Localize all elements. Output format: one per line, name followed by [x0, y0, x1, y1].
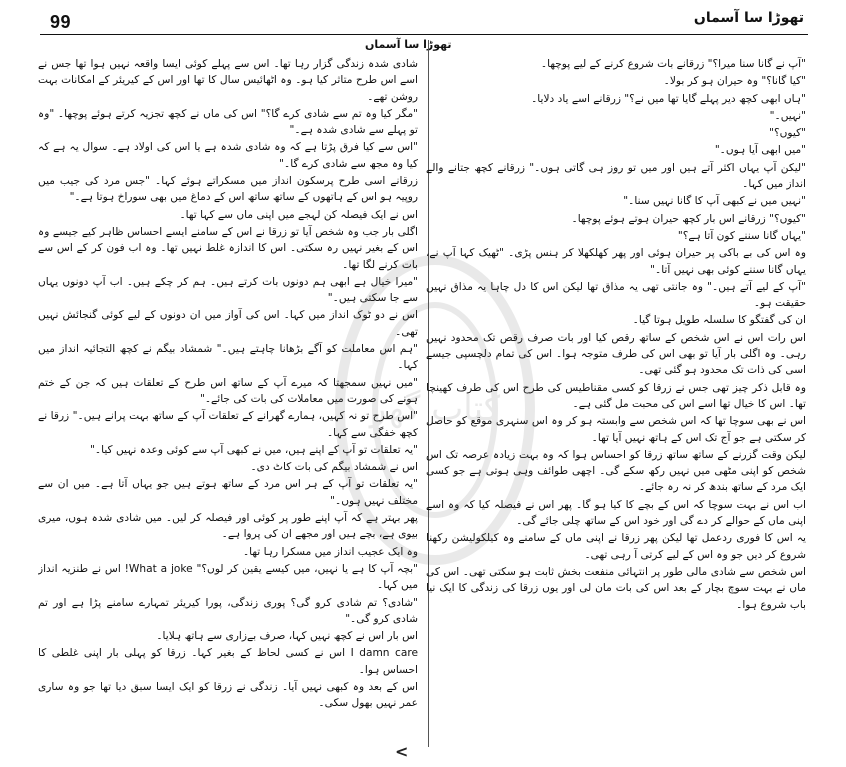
- paragraph: "شادی؟ تم شادی کرو گی؟ پوری زندگی، پورا کیریئر تمہارے سامنے پڑا ہے اور تم شادی کرو گی۔": [38, 596, 418, 625]
- paragraph: "نہیں میں نے کبھی آپ کا گانا نہیں سنا۔": [623, 195, 806, 208]
- paragraph: یہ اس کا فوری ردعمل تھا لیکن پھر زرقا نے اپنی ماں کے سامنے وہ کیلکولیشن رکھنا شروع کر دیں جو وہ اس کے لیے کرتی آ رہی تھی۔: [426, 532, 806, 561]
- paragraph: "لیکن آپ یہاں اکثر آتے ہیں اور میں تو روز ہی گاتی ہوں۔" زرقانے کچھ جتانے والے انداز میں کہا۔: [426, 161, 806, 191]
- paragraph: اگلی بار جب وہ شخص آیا تو زرقا نے اس کے سامنے ایسے احساس ظاہر کیے جیسے وہ اس کے بغیر نہیں رہ سکتی۔ اس کا اندازہ غلط نہیں تھا۔ وہ اب فون کر کے اس سے بات کرنے لگا تھا۔: [38, 225, 418, 271]
- inner-title: تھوڑا سا آسماں: [365, 38, 452, 51]
- paragraph: وہ اس کی بے باکی پر حیران ہوئی اور پھر کھلکھلا کر ہنس پڑی۔ "ٹھیک کہا آپ نے، یہاں گانا سننے کوئی بھی نہیں آتا۔": [426, 247, 806, 276]
- paragraph: "کیا گانا؟" وہ حیران ہو کر بولا۔: [663, 75, 806, 88]
- paragraph: اس بار اس نے کچھ نہیں کہا، صرف بےزاری سے ہاتھ ہلایا۔: [156, 630, 418, 643]
- paragraph: "کیوں؟": [769, 127, 806, 140]
- paragraph: "بچہ آپ کا ہے یا نہیں، میں کیسے یقین کر لوں؟" What a joke! اس نے طنزیہ انداز میں کہا۔: [38, 562, 418, 592]
- paragraph: "آپ نے گانا سنا میرا؟" زرقانے بات شروع کرنے کے لیے پوچھا۔: [540, 58, 806, 70]
- right-text-column: [426, 56, 806, 746]
- bottom-mark: <: [395, 742, 409, 761]
- paragraph: زرقانے اسی طرح پرسکون انداز میں مسکراتے ہوئے کہا۔ "جس مرد کی جیب میں روپیہ ہو اس کے ہاتھوں کے ساتھ ساتھ اس کے دماغ میں بھی سوراخ ہوتا ہے۔": [38, 175, 418, 204]
- paragraph: "ہم اس معاملت کو آگے بڑھانا چاہتے ہیں۔" شمشاد بیگم نے کچھ التجائیہ انداز میں کہا۔: [38, 343, 418, 372]
- paragraph: "یہاں گانا سننے کون آتا ہے؟": [677, 229, 806, 242]
- paragraph: "مگر کیا وہ تم سے شادی کرے گا؟" اس کی ماں نے کچھ تجزیہ کرتے ہوئے پوچھا۔ "وہ تو پہلے سے شادی شدہ ہے۔": [38, 107, 418, 137]
- paragraph: اس کے بعد وہ کبھی نہیں آیا۔ زندگی نے زرقا کو ایک ایسا سبق دیا تھا جو وہ ساری عمر نہیں بھول سکی۔: [38, 680, 418, 710]
- paragraph: I damn care اس نے کسی لحاظ کے بغیر کہا۔ زرقا کو پہلی بار اپنی غلطی کا احساس ہوا۔: [38, 647, 418, 676]
- paragraph: وہ قابل ذکر چیز تھی جس نے زرقا کو کسی مقناطیس کی طرح اس کی طرف کھینچا تھا۔ اس کا خیال تھا اسے اس کی محبت مل گئی ہے۔: [426, 381, 806, 410]
- paragraph: "یہ تعلقات تو آپ کے اپنے ہیں، میں نے کبھی آپ سے کوئی وعدہ نہیں کیا۔": [90, 443, 418, 456]
- paragraph: "ہاں ابھی کچھ دیر پہلے گایا تھا میں نے؟" زرقانے اسے یاد دلایا۔: [531, 92, 806, 105]
- paragraph: "نہیں۔": [769, 109, 806, 122]
- paragraph: پھر بہتر ہے کہ آپ اپنے طور پر کوئی اور فیصلہ کر لیں۔ میں شادی شدہ ہوں، میری بیوی ہے، بچے ہیں اور مجھے ان کی پروا ہے۔: [38, 512, 418, 541]
- paragraph: لیکن وقت گزرنے کے ساتھ ساتھ زرقا کو احساس ہوا کہ وہ بہت زیادہ عرصہ تک اس شخص کو اپنی مٹھی میں نہیں رکھ سکے گی۔ اچھی طوائف وہی ہوتی ہے جو کسی ایک مرد کے ساتھ بندھ کر نہ رہ جائے۔: [426, 448, 806, 494]
- paragraph: "آپ کے لیے آتے ہیں۔" وہ جانتی تھی یہ مذاق تھا لیکن اس کا دل چاہا یہ مذاق نہیں حقیقت ہو۔: [426, 280, 806, 310]
- paragraph: "میرا خیال ہے ابھی ہم دونوں بات کرتے ہیں۔ ہم کر چکے ہیں۔ اب آپ دونوں یہاں سے جا سکتی ہیں۔": [38, 275, 418, 305]
- paragraph: اس نے بھی سوچا تھا کہ اس شخص سے وابستہ ہو کر وہ اس سنہری موقع کو حاصل کر سکتی ہے جو آج تک اس کے ہاتھ نہیں آیا تھا۔: [426, 415, 806, 444]
- header-rule: [40, 34, 808, 35]
- paragraph: وہ ایک عجیب انداز میں مسکرا رہا تھا۔: [242, 545, 418, 558]
- watermark-text: کتاب گھر: [369, 389, 501, 429]
- paragraph: "یہ تعلقات تو آپ کے ہر اس مرد کے ساتھ ہوتے ہیں جو یہاں آتا ہے۔ میں ان سے مختلف نہیں ہوں۔": [38, 478, 418, 507]
- paragraph: اس نے ایک فیصلہ کن لہجے میں اپنی ماں سے کہا تھا۔: [179, 208, 418, 221]
- paragraph: شادی شدہ زندگی گزار رہا تھا۔ اس سے پہلے کوئی ایسا واقعہ نہیں ہوا تھا جس نے اسے اس طرح متاثر کیا ہو۔ وہ اٹھائیس سال کا تھا اور اس کے کیریئر کے امکانات بہت روشن تھے۔: [38, 58, 418, 103]
- paragraph: اس نے شمشاد بیگم کی بات کاٹ دی۔: [250, 461, 418, 474]
- left-text-column: [38, 56, 418, 746]
- paragraph: "میں ابھی آیا ہوں۔": [714, 144, 806, 157]
- paragraph: اس شخص سے شادی مالی طور پر انتہائی منفعت بخش ثابت ہو سکتی تھی۔ اس کی ماں نے بہت سوچ بچار کے بعد اس کی بات مان لی اور یوں زرقا کی زندگی کا ایک نیا باب شروع ہوا۔: [426, 565, 806, 611]
- paragraph: "اس طرح تو نہ کہیں، ہمارے گھرانے کے تعلقات آپ کے ساتھ بہت پرانے ہیں۔" زرقا نے کچھ خفگی سے کہا۔: [38, 410, 418, 439]
- running-title: تھوڑا سا آسماں: [693, 10, 804, 26]
- paragraph: "کیوں؟" زرقانے اس بار کچھ حیران ہوتے ہوئے پوچھا۔: [571, 212, 806, 225]
- paragraph: "میں نہیں سمجھتا کہ میرے آپ کے ساتھ اس طرح کے تعلقات ہیں کہ جن کے ختم ہونے کی صورت میں معاملات کی بات کی جائے۔": [38, 376, 418, 405]
- page-number: 99: [50, 12, 72, 32]
- paragraph: ان کی گفتگو کا سلسلہ طویل ہوتا گیا۔: [632, 314, 806, 327]
- paragraph: اب اس نے بہت سوچا کہ اس کے بچے کا کیا ہو گا۔ پھر اس نے فیصلہ کیا کہ وہ اسے اپنی ماں کے حوالے کر دے گی اور خود اس کے ساتھ چلی جائے گی۔: [426, 498, 806, 528]
- paragraph: "اس سے کیا فرق پڑتا ہے کہ وہ شادی شدہ ہے یا اس کی اولاد ہے۔ سوال یہ ہے کہ کیا وہ مجھ سے شادی کرے گا۔": [38, 141, 418, 170]
- paragraph: اس نے دو ٹوک انداز میں کہا۔ اس کی آواز میں ان دونوں کے لیے کوئی گنجائش نہیں تھی۔: [38, 309, 418, 338]
- paragraph: اس رات اس نے اس شخص کے ساتھ رقص کیا اور بات صرف رقص تک محدود نہیں رہی۔ وہ اگلی بار آیا تو بھی اس کی طرف متوجہ ہوا۔ اس کی تمام دلچسپی جیسے اسی کی ذات تک محدود ہو گئی تھی۔: [426, 331, 806, 377]
